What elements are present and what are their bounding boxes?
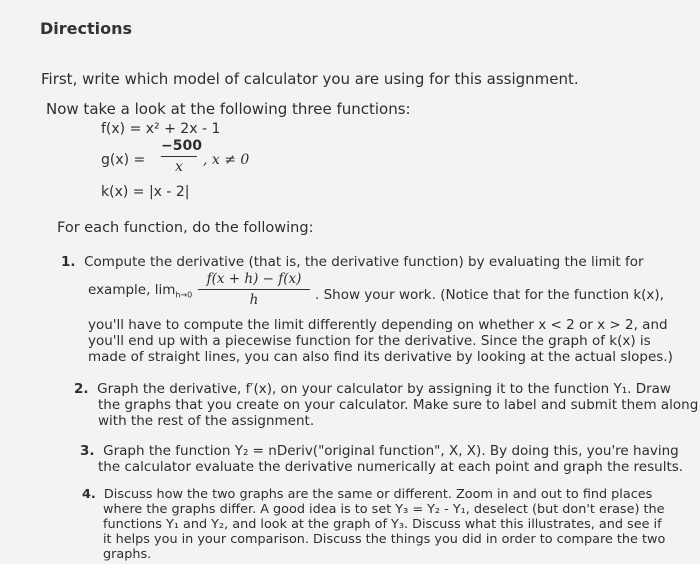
item-3-line-1: 3. Graph the function Y₂ = nDeriv("original function", X, X). By doing this, you're having bbox=[80, 443, 679, 459]
function-g-denominator: x bbox=[175, 159, 183, 175]
item-4-line-1: 4. Discuss how the two graphs are the same or different. Zoom in and out to find places bbox=[82, 487, 653, 502]
limit-subscript: h→0 bbox=[175, 290, 193, 300]
item-4-number: 4. bbox=[82, 487, 96, 502]
fraction-bar bbox=[161, 156, 197, 157]
item-3-number: 3. bbox=[80, 443, 95, 459]
item-2-line-1: 2. Graph the derivative, f′(x), on your calculator by assigning it to the function Y₁. Draw bbox=[74, 381, 671, 397]
function-g-numerator: −500 bbox=[161, 138, 202, 154]
for-each-text: For each function, do the following: bbox=[57, 220, 314, 236]
functions-lead: Now take a look at the following three functions: bbox=[46, 100, 411, 118]
limit-denominator: h bbox=[249, 292, 259, 308]
item-2-line-3: with the rest of the assignment. bbox=[98, 413, 315, 429]
item-1-line-3: you'll have to compute the limit differently depending on whether x < 2 or x > 2, and bbox=[88, 317, 668, 333]
intro-text: First, write which model of calculator you are using for this assignment. bbox=[41, 70, 579, 88]
section-heading: Directions bbox=[40, 19, 133, 38]
function-g-fraction bbox=[161, 138, 202, 175]
item-4-line-2: where the graphs differ. A good idea is to set Y₃ = Y₂ - Y₁, deselect (but don't erase) the bbox=[103, 502, 665, 517]
function-k: k(x) = |x - 2| bbox=[101, 184, 190, 200]
function-g-condition: , x ≠ 0 bbox=[203, 152, 250, 168]
function-g-label: g(x) = bbox=[101, 152, 146, 168]
item-4-line-3: functions Y₁ and Y₂, and look at the graph of Y₃. Discuss what this illustrates, and see if bbox=[103, 517, 662, 532]
function-f: f(x) = x² + 2x - 1 bbox=[101, 121, 221, 137]
item-4-line-4: it helps you in your comparison. Discuss the things you did in order to compare the two bbox=[103, 532, 666, 547]
item-1-line-5: made of straight lines, you can also find its derivative by looking at the actual slopes.) bbox=[88, 349, 673, 365]
limit-fraction-bar bbox=[198, 289, 310, 290]
item-3-line-2: the calculator evaluate the derivative numerically at each point and graph the results. bbox=[98, 459, 684, 475]
limit-numerator: f(x + h) − f(x) bbox=[206, 271, 302, 287]
item-1-line-1: 1. Compute the derivative (that is, the derivative function) by evaluating the limit for bbox=[61, 254, 644, 270]
item-2-number: 2. bbox=[74, 381, 89, 397]
item-1-line-4: you'll end up with a piecewise function for the derivative. Since the graph of k(x) is bbox=[88, 333, 651, 349]
item-2-line-2: the graphs that you create on your calculator. Make sure to label and submit them along bbox=[98, 397, 699, 413]
limit-fraction bbox=[198, 271, 310, 308]
item-1-limit-prefix: example, $\lim_{h\to 0}$ bbox=[88, 282, 193, 300]
item-4-line-5: graphs. bbox=[103, 547, 152, 562]
item-1-number: 1. bbox=[61, 254, 76, 270]
item-1-line-2-end: . Show your work. (Notice that for the function k(x), bbox=[315, 287, 664, 303]
